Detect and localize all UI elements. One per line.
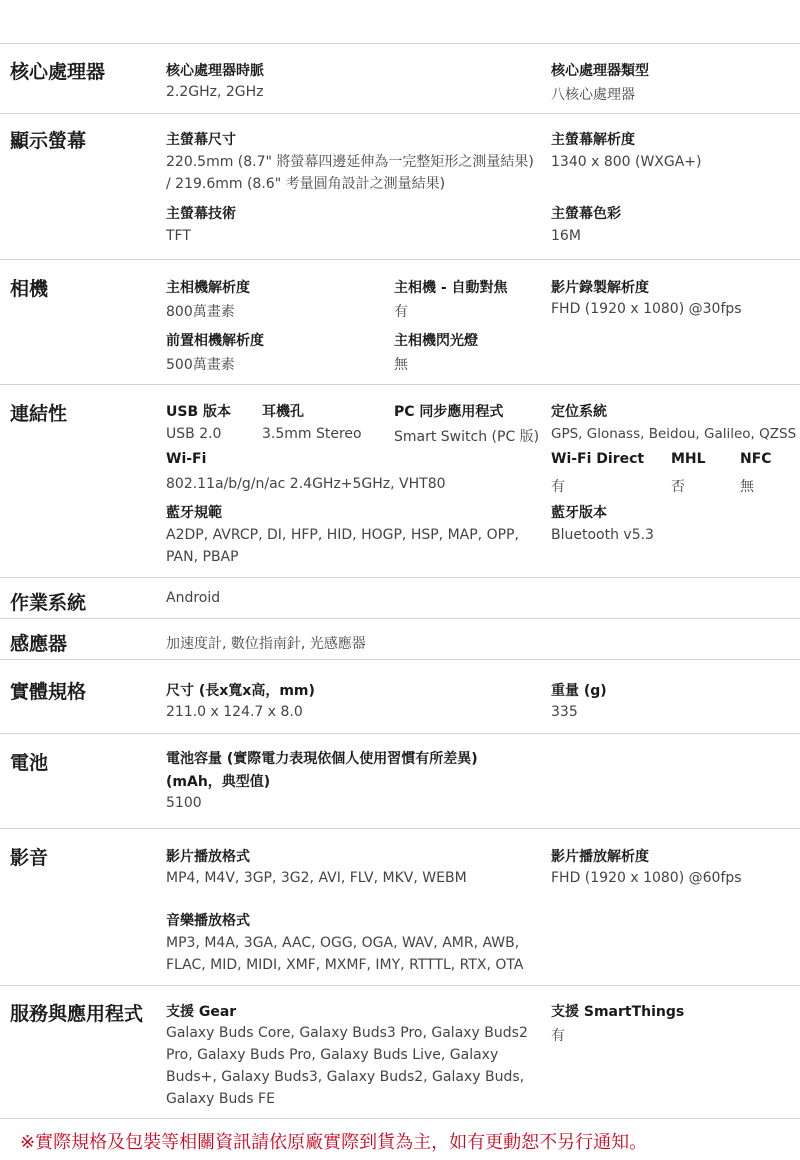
gps-value: GPS, Glonass, Beidou, Galileo, QZSS <box>551 426 797 442</box>
section-title-physical: 實體規格 <box>10 681 87 703</box>
cpu-speed-label: 核心處理器時脈 <box>166 63 264 79</box>
divider <box>0 733 800 734</box>
disclaimer-note: ※實際規格及包裝等相關資訊請依原廠實際到貨為主，如有更動恕不另行通知。 <box>20 1132 648 1153</box>
physical-size-label: 尺寸 (長x寬x高，mm) <box>166 683 315 699</box>
smartthings-label: 支援 SmartThings <box>551 1004 685 1020</box>
bt-version-label: 藍牙版本 <box>551 505 607 521</box>
camera-video-label: 影片錄製解析度 <box>551 280 649 296</box>
os-value: Android <box>166 590 221 606</box>
nfc-label: NFC <box>740 451 772 467</box>
video-format-value: MP4, M4V, 3GP, 3G2, AVI, FLV, MKV, WEBM <box>166 870 467 886</box>
wifi-label: Wi-Fi <box>166 451 207 467</box>
jack-label: 耳機孔 <box>262 404 304 420</box>
camera-af-value: 有 <box>394 304 408 320</box>
divider <box>0 43 800 44</box>
nfc-value: 無 <box>740 479 754 495</box>
camera-video-value: FHD (1920 x 1080) @30fps <box>551 301 742 317</box>
divider <box>0 618 800 619</box>
cpu-type-label: 核心處理器類型 <box>551 63 649 79</box>
jack-value: 3.5mm Stereo <box>262 426 362 442</box>
cpu-type-value: 八核心處理器 <box>551 87 635 103</box>
video-res-value: FHD (1920 x 1080) @60fps <box>551 870 742 886</box>
display-color-label: 主螢幕色彩 <box>551 206 621 222</box>
display-resolution-value: 1340 x 800 (WXGA+) <box>551 154 702 170</box>
pc-sync-label: PC 同步應用程式 <box>394 404 504 420</box>
mhl-label: MHL <box>671 451 706 467</box>
weight-label: 重量 (g) <box>551 683 607 699</box>
mhl-value: 否 <box>671 479 685 495</box>
audio-format-label: 音樂播放格式 <box>166 913 250 929</box>
section-title-services: 服務與應用程式 <box>10 1003 144 1025</box>
section-title-battery: 電池 <box>10 752 49 774</box>
section-title-av: 影音 <box>10 847 49 869</box>
camera-flash-value: 無 <box>394 357 408 373</box>
bt-profile-label: 藍牙規範 <box>166 505 222 521</box>
camera-flash-label: 主相機閃光燈 <box>394 333 478 349</box>
pc-sync-value: Smart Switch (PC 版) <box>394 429 540 445</box>
section-title-cpu: 核心處理器 <box>10 61 106 83</box>
gear-value: Galaxy Buds Core, Galaxy Buds3 Pro, Galaxy Buds2 Pro, Galaxy Buds Pro, Galaxy Buds Live, Galaxy Buds+, Galaxy Buds3, Galaxy Buds2, Galaxy Buds, Galaxy Buds FE <box>166 1025 528 1107</box>
wifi-value: 802.11a/b/g/n/ac 2.4GHz+5GHz, VHT80 <box>166 476 446 492</box>
bt-version-value: Bluetooth v5.3 <box>551 527 654 543</box>
section-title-camera: 相機 <box>10 278 49 300</box>
cpu-speed-value: 2.2GHz, 2GHz <box>166 84 264 100</box>
camera-af-label: 主相機 - 自動對焦 <box>394 280 508 296</box>
display-size-label: 主螢幕尺寸 <box>166 132 236 148</box>
divider <box>0 259 800 260</box>
camera-main-res-label: 主相機解析度 <box>166 280 250 296</box>
display-color-value: 16M <box>551 228 581 244</box>
section-title-connectivity: 連結性 <box>10 403 68 425</box>
video-res-label: 影片播放解析度 <box>551 849 649 865</box>
divider <box>0 384 800 385</box>
divider <box>0 577 800 578</box>
section-title-sensors: 感應器 <box>10 633 68 655</box>
physical-size-value: 211.0 x 124.7 x 8.0 <box>166 704 303 720</box>
wifi-direct-value: 有 <box>551 479 565 495</box>
display-size-value: 220.5mm (8.7" 將螢幕四邊延伸為一完整矩形之測量結果) / 219.6mm (8.6" 考量圓角設計之測量結果) <box>166 154 534 192</box>
usb-value: USB 2.0 <box>166 426 222 442</box>
divider <box>0 985 800 986</box>
bt-profile-value: A2DP, AVRCP, DI, HFP, HID, HOGP, HSP, MAP, OPP, PAN, PBAP <box>166 527 519 565</box>
display-tech-label: 主螢幕技術 <box>166 206 236 222</box>
display-resolution-label: 主螢幕解析度 <box>551 132 635 148</box>
wifi-direct-label: Wi-Fi Direct <box>551 451 645 467</box>
divider <box>0 113 800 114</box>
video-format-label: 影片播放格式 <box>166 849 250 865</box>
gps-label: 定位系統 <box>551 404 607 420</box>
battery-capacity-value: 5100 <box>166 795 202 811</box>
display-tech-value: TFT <box>166 228 191 244</box>
battery-capacity-label: 電池容量 (實際電力表現依個人使用習慣有所差異) <box>166 751 478 767</box>
sensors-value: 加速度計, 數位指南針, 光感應器 <box>166 636 366 652</box>
weight-value: 335 <box>551 704 578 720</box>
battery-capacity-unit-label: (mAh，典型值) <box>166 774 271 790</box>
gear-label: 支援 Gear <box>166 1004 237 1020</box>
smartthings-value: 有 <box>551 1028 565 1044</box>
camera-front-label: 前置相機解析度 <box>166 333 264 349</box>
divider <box>0 1118 800 1119</box>
section-title-os: 作業系統 <box>10 592 87 614</box>
usb-label: USB 版本 <box>166 404 231 420</box>
divider <box>0 659 800 660</box>
section-title-display: 顯示螢幕 <box>10 130 87 152</box>
divider <box>0 828 800 829</box>
camera-main-res-value: 800萬畫素 <box>166 304 235 320</box>
audio-format-value: MP3, M4A, 3GA, AAC, OGG, OGA, WAV, AMR, AWB, FLAC, MID, MIDI, XMF, MXMF, IMY, RTTTL, RTX, OTA <box>166 935 524 973</box>
camera-front-value: 500萬畫素 <box>166 357 235 373</box>
